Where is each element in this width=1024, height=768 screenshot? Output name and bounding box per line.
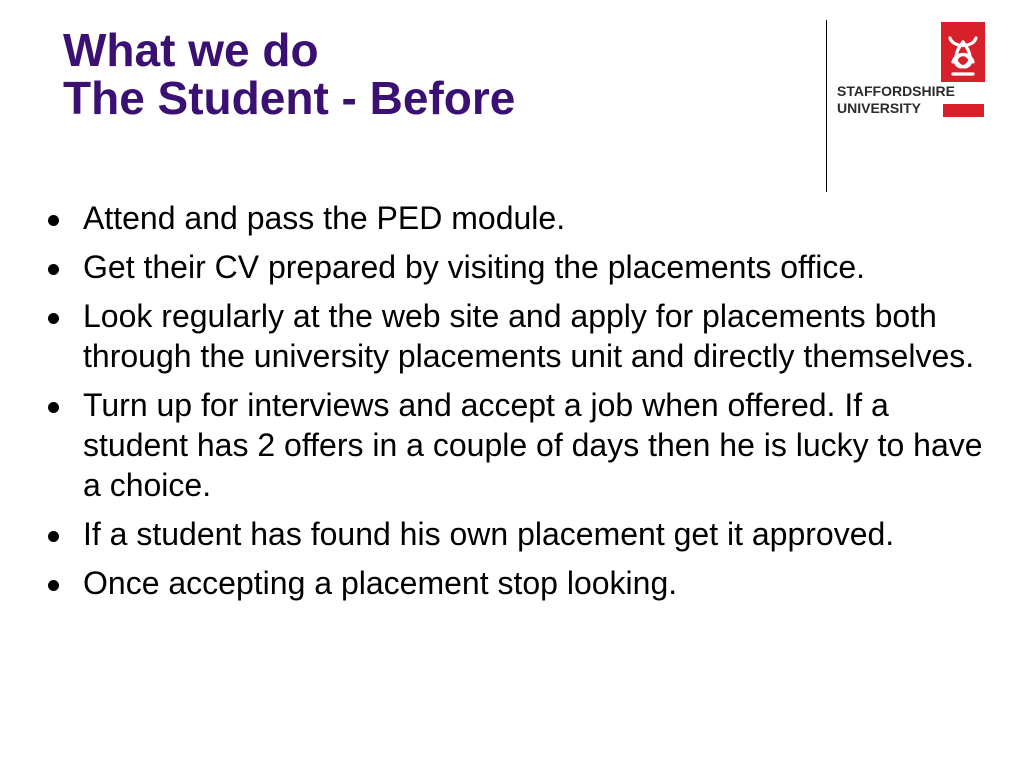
bullet-item [44,247,984,287]
bullet-item [44,514,984,554]
title-line-2: The Student - Before [63,72,516,124]
knot-crest-icon [941,22,985,82]
bullet-dot-icon [48,402,59,413]
bullet-item [44,198,984,238]
bullet-dot-icon [48,531,59,542]
bullet-text: If a student has found his own placement get it approved. [83,516,895,552]
bullet-list [44,198,984,612]
bullet-item [44,385,984,505]
bullet-text: Look regularly at the web site and apply for placements both through the university placements unit and directly themselves. [83,298,975,374]
slide-title [63,26,515,122]
bullet-dot-icon [48,215,59,226]
bullet-text: Get their CV prepared by visiting the placements office. [83,249,866,285]
logo-accent-bar [943,104,984,117]
bullet-dot-icon [48,264,59,275]
bullet-item [44,563,984,603]
title-line-1: What we do [63,24,319,76]
bullet-dot-icon [48,580,59,591]
vertical-divider [826,20,827,192]
bullet-text: Attend and pass the PED module. [83,200,566,236]
logo-wordmark [837,83,955,117]
bullet-text: Once accepting a placement stop looking. [83,565,678,601]
bullet-dot-icon [48,313,59,324]
logo-line-2: UNIVERSITY [837,100,922,116]
bullet-text: Turn up for interviews and accept a job when offered. If a student has 2 offers in a couple of days then he is lucky to have a choice. [83,387,983,503]
bullet-item [44,296,984,376]
university-logo [833,22,985,122]
logo-line-1: STAFFORDSHIRE [837,83,955,99]
